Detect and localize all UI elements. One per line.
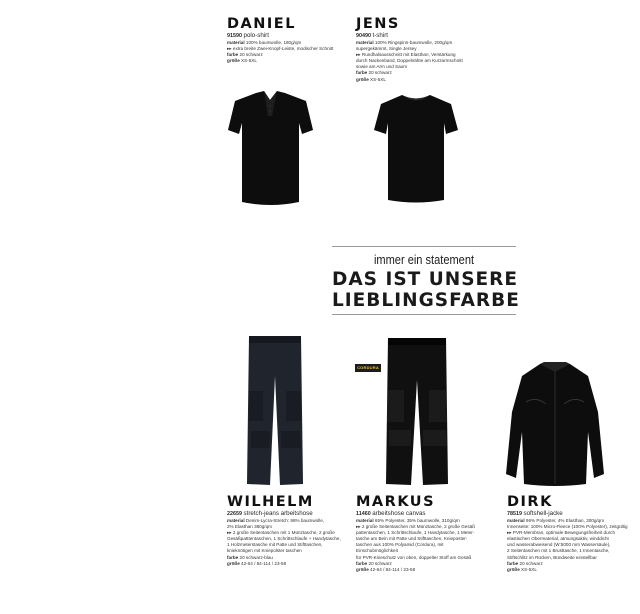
statement-headline-1: DAS IST UNSERE <box>332 269 519 290</box>
spec-label: material <box>356 40 375 45</box>
product-type: stretch-jeans arbeitshose <box>243 510 313 517</box>
spec-label: material <box>227 518 246 523</box>
spec-line <box>356 542 486 554</box>
product-name: DANIEL <box>227 16 296 32</box>
stretch-jeans-image <box>246 336 304 486</box>
spec-label: material <box>356 518 375 523</box>
product-dirk <box>507 494 633 573</box>
product-spec <box>227 518 352 567</box>
spec-line <box>507 567 633 573</box>
statement-tagline: immer ein statement <box>373 252 475 267</box>
spec-value: 42-64 / 84-114 / 23-58 <box>370 566 416 572</box>
spec-value: und wasserabweisend (W:5000 mm Wassersäule), <box>507 542 611 548</box>
spec-value: 20 schwarz <box>368 70 392 76</box>
spec-value: 96% Polyester, 4% Elasthan, 300g/qm <box>525 518 605 523</box>
spec-value: 2 Seitentaschen mit 1 Brusttasche, 1 Innentasche, <box>507 548 610 554</box>
spec-line <box>227 58 352 64</box>
spec-value: taschen aus 100% Polyamid (Cordura), mit Einschubmöglichkeit <box>356 542 444 554</box>
statement-headline-2: LIEBLINGSFARBE <box>332 290 520 311</box>
product-markus <box>356 494 486 573</box>
spec-value: ▸▸ 2 große Seitentaschen mit 1 Münztasche, 2 große <box>227 530 335 536</box>
spec-value: 20 schwarz <box>519 560 543 566</box>
spec-label: material <box>227 40 246 45</box>
article-number: 11460 <box>356 511 371 517</box>
spec-value: elastischen Obermaterial, atmungsaktiv, winddicht <box>507 536 609 542</box>
article-number: 78519 <box>507 511 522 517</box>
spec-value: tasche am Bein mit Patte und Stifttaschen, Knieposter- <box>356 536 468 542</box>
spec-value: ▸▸ Rundhalsausschnitt mit Elasthan, Verstärkung <box>356 52 456 58</box>
spec-value: durch Nackenband, Doppelnähte am Kurzarmschnitt <box>356 58 463 64</box>
spec-label: größe <box>356 566 371 572</box>
spec-value: 20 schwarz <box>368 560 392 566</box>
product-type: softshell-jacke <box>523 510 563 517</box>
spec-value: 1 Holzmeterstasche mit Patte und Stifttaschen, <box>227 542 323 548</box>
spec-line <box>356 77 481 83</box>
spec-value: ▸▸ extra breite Zwei-Knopf-Leiste, modischer Schnitt <box>227 46 334 52</box>
product-type: arbeitshose canvas <box>372 510 426 517</box>
product-spec <box>356 518 486 573</box>
product-type: polo-shirt <box>243 32 269 39</box>
spec-label: größe <box>227 560 242 566</box>
spec-value: 2% Elasthan 380g/qm <box>227 524 272 530</box>
spec-value: für PVR-Knieschutz von oben, doppelter Stoff am Gesäß <box>356 554 472 560</box>
spec-value: 65% Polyester, 35% baumwolle, 310g/qm <box>374 518 460 523</box>
spec-label: farbe <box>356 70 369 76</box>
spec-label: größe <box>507 566 522 572</box>
softshell-jacket-image <box>506 362 604 488</box>
product-spec <box>356 40 481 83</box>
spec-value: 20 schwarz-blau <box>239 554 273 560</box>
cordura-badge: CORDURA <box>355 364 381 372</box>
spec-value: Denim-Lycra-Stretch: 98% baumwolle, <box>245 518 325 523</box>
spec-label: farbe <box>356 560 369 566</box>
spec-value: sowie am Arm und Saum <box>356 64 408 70</box>
article-number: 22659 <box>227 511 242 517</box>
product-type: t-shirt <box>372 32 388 39</box>
divider <box>332 314 516 315</box>
spec-value: XS-5XL <box>521 566 537 572</box>
spec-value: Innenseite: 100% Micro-Fleece (100% Polyester), zeitgültig <box>507 524 628 530</box>
spec-value: knieknötigen mit Kniepolster taschen <box>227 548 302 554</box>
canvas-trousers-image <box>385 338 449 486</box>
article-number: 91590 <box>227 33 242 39</box>
product-name: JENS <box>356 16 400 32</box>
spec-label: größe <box>227 58 242 64</box>
spec-label: farbe <box>507 560 520 566</box>
spec-value: pattentaschen, 1 Schrittschlaufe, 1 Handytasche, 1 Meter- <box>356 530 475 536</box>
spec-label: farbe <box>227 52 240 58</box>
product-spec <box>507 518 633 573</box>
product-name: MARKUS <box>356 494 436 510</box>
spec-value: XS-5XL <box>241 58 257 64</box>
product-wilhelm <box>227 494 352 567</box>
spec-label: größe <box>356 76 371 82</box>
spec-value: supergekämmt, Single Jersey <box>356 46 417 52</box>
t-shirt-image <box>374 92 458 204</box>
spec-value: 100% Ringspinn-baumwolle, 200g/qm <box>374 40 453 45</box>
product-name: DIRK <box>507 494 553 510</box>
spec-value: 20 schwarz <box>239 52 263 58</box>
statement-block <box>332 246 520 315</box>
spec-value: ▸▸ PVR-Membran, optimale Bewegungsfreiheit durch <box>507 530 616 536</box>
spec-value: 42-64 / 84-114 / 23-58 <box>241 560 287 566</box>
product-spec <box>227 40 352 64</box>
spec-value: Gesäßpatttentaschen, 1 Schrittschlaufe + Handytasche, <box>227 536 341 542</box>
divider <box>332 246 516 247</box>
spec-value: 100% baumwolle, 180g/qm <box>245 40 302 45</box>
spec-label: farbe <box>227 554 240 560</box>
spec-line <box>356 567 486 573</box>
article-number: 90490 <box>356 33 371 39</box>
product-daniel <box>227 16 352 64</box>
product-jens <box>356 16 481 83</box>
spec-line <box>227 561 352 567</box>
spec-label: material <box>507 518 526 523</box>
spec-value: ▸▸ 2 große Seitentaschen mit Münztasche, 2 große Gesäß <box>356 524 476 530</box>
spec-value: Stiftschlitz im Rücken, Bündweite einstellbar <box>507 554 597 560</box>
spec-value: XS-5XL <box>370 76 386 82</box>
polo-shirt-image <box>228 90 313 208</box>
product-name: WILHELM <box>227 494 314 510</box>
